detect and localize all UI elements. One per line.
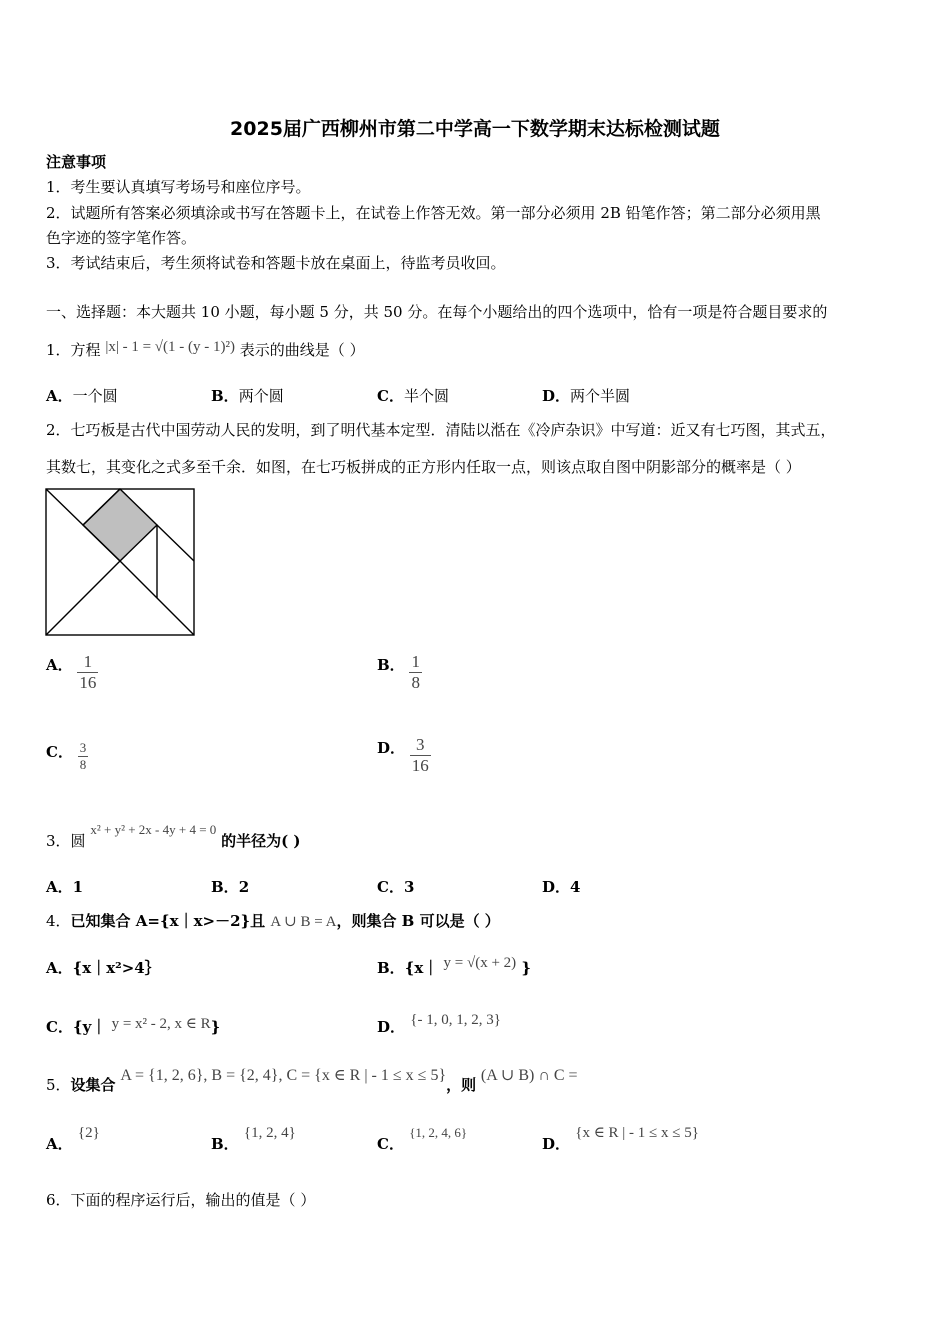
option-label: A．: [46, 656, 73, 674]
q3-post: 的半径为( ): [221, 832, 301, 850]
notice-heading: 注意事项: [46, 153, 107, 171]
option-math: y = x² - 2, x ∈ R: [111, 1016, 211, 1032]
notice-item-3: 3．考试结束后，考生须将试卷和答题卡放在桌面上，待监考员收回。: [46, 254, 506, 272]
option-label: C．: [46, 743, 73, 761]
option-math: y = √(x + 2): [443, 955, 517, 971]
option-math: {1, 2, 4, 6}: [409, 1125, 468, 1140]
q1-pre: 方程: [70, 341, 101, 359]
q1-option-c[interactable]: [377, 386, 449, 406]
notice-item-2: 2．试题所有答案必须填涂或书写在答题卡上，在试卷上作答无效。第一部分必须用 2B 铅笔作答；第二部分必须用黑: [46, 204, 821, 222]
option-label: C．: [377, 1135, 404, 1153]
notice-item-1: 1．考生要认真填写考场号和座位序号。: [46, 178, 311, 196]
q1-number: 1．: [46, 341, 71, 359]
option-post: }: [210, 1018, 221, 1036]
q3-option-c[interactable]: [377, 877, 414, 897]
denominator: 16: [79, 673, 97, 692]
page-title: 2025届广西柳州市第二中学高一下数学期末达标检测试题: [230, 118, 720, 140]
q4-condition: A ∪ B = A: [270, 914, 337, 930]
fraction: [409, 652, 422, 693]
q5-mid: ，则: [446, 1076, 477, 1094]
numerator: 3: [416, 735, 425, 754]
option-label: B．: [377, 656, 405, 674]
option-text: 3: [403, 878, 415, 896]
option-label: C．: [46, 1018, 73, 1036]
q4-post: ，则集合 B 可以是（ ）: [336, 912, 500, 930]
q5-sets: A = {1, 2, 6}, B = {2, 4}, C = {x ∈ R | - 1 ≤ x ≤ 5}: [120, 1067, 447, 1084]
option-pre: {x｜: [404, 959, 439, 977]
q3-number: 3．: [46, 832, 71, 850]
q1-option-a[interactable]: [46, 386, 118, 406]
q4-option-a[interactable]: [46, 958, 160, 978]
q5-option-a[interactable]: [46, 1125, 100, 1155]
denominator: 8: [411, 673, 420, 692]
option-label: B．: [211, 1135, 239, 1153]
option-label: D．: [377, 739, 406, 757]
tangram-figure: [44, 487, 196, 637]
q2-option-d[interactable]: [377, 735, 431, 776]
option-label: B．: [377, 959, 405, 977]
fraction: [410, 735, 431, 776]
q4-pre: 已知集合 A={x｜x>－2}且: [70, 912, 266, 930]
question-3: [46, 822, 301, 852]
q5-option-d[interactable]: [542, 1125, 699, 1155]
fraction: [77, 652, 98, 693]
q3-option-d[interactable]: [542, 877, 580, 897]
numerator: 3: [79, 740, 87, 755]
numerator: 1: [411, 652, 420, 671]
section-heading: 一、选择题：本大题共 10 小题，每小题 5 分，共 50 分。在每个小题给出的四个选项中，恰有一项是符合题目要求的: [46, 303, 828, 321]
option-label: B．: [211, 878, 239, 896]
numerator: 1: [83, 652, 93, 671]
notice-item-2-cont: 色字迹的签字笔作答。: [46, 229, 197, 247]
option-label: A．: [46, 387, 73, 405]
q1-option-b[interactable]: [211, 386, 284, 406]
q5-option-c[interactable]: [377, 1125, 468, 1155]
q3-pre: 圆: [70, 832, 86, 850]
option-math: {2}: [77, 1125, 100, 1141]
option-text: 一个圆: [72, 387, 118, 405]
option-text: 2: [238, 878, 250, 896]
question-1: [46, 340, 365, 361]
q5-pre: 设集合: [70, 1076, 116, 1094]
q2-option-b[interactable]: [377, 652, 422, 693]
option-text: 4: [570, 878, 581, 896]
option-pre: {y｜: [72, 1018, 107, 1036]
q1-post: 表示的曲线是（ ）: [239, 341, 365, 359]
option-label: A．: [46, 959, 73, 977]
q3-option-b[interactable]: [211, 877, 249, 897]
q2-stem-line-1: 2．七巧板是古代中国劳动人民的发明，到了明代基本定型．清陆以湉在《冷庐杂识》中写道：近又有七巧图，其式五，: [46, 421, 836, 439]
denominator: 8: [79, 757, 87, 772]
q5-expression: (A ∪ B) ∩ C =: [480, 1067, 578, 1084]
q2-stem-line-2: 其数七，其变化之式多至千余．如图，在七巧板拼成的正方形内任取一点，则该点取自图中阴影部分的概率是（ ）: [46, 458, 801, 476]
q4-number: 4．: [46, 912, 71, 930]
question-4: [46, 911, 500, 932]
q3-option-a[interactable]: [46, 877, 83, 897]
option-label: A．: [46, 878, 73, 896]
q4-option-d[interactable]: [377, 1012, 501, 1038]
option-math: {x ∈ R | - 1 ≤ x ≤ 5}: [575, 1125, 699, 1141]
option-text: 两个圆: [238, 387, 284, 405]
option-label: A．: [46, 1135, 73, 1153]
option-text: 1: [72, 878, 84, 896]
q4-option-c[interactable]: [46, 1017, 220, 1038]
denominator: 16: [411, 756, 429, 775]
q4-option-b[interactable]: [377, 955, 532, 979]
option-label: D．: [377, 1018, 406, 1036]
option-label: D．: [542, 1135, 571, 1153]
question-5: [46, 1067, 578, 1096]
option-label: B．: [211, 387, 239, 405]
q2-option-c[interactable]: [46, 740, 88, 774]
q1-equation: |x| - 1 = √(1 - (y - 1)²): [105, 339, 236, 355]
option-text: {x｜x²>4｝: [72, 959, 160, 977]
option-label: D．: [542, 387, 571, 405]
option-label: C．: [377, 878, 404, 896]
option-label: C．: [377, 387, 404, 405]
option-math: {1, 2, 4}: [243, 1125, 296, 1141]
q3-equation: x² + y² + 2x - 4y + 4 = 0: [90, 822, 217, 837]
option-text: 两个半圆: [570, 387, 631, 405]
q1-option-d[interactable]: [542, 386, 630, 406]
option-math: {- 1, 0, 1, 2, 3}: [410, 1012, 501, 1028]
question-6: 6．下面的程序运行后，输出的值是（ ）: [46, 1191, 316, 1209]
fraction: [78, 740, 89, 773]
option-post: }: [521, 959, 532, 977]
option-text: 半个圆: [403, 387, 449, 405]
q5-number: 5．: [46, 1076, 71, 1094]
option-label: D．: [542, 878, 571, 896]
q2-option-a[interactable]: [46, 652, 98, 693]
tangram-shaded-square: [83, 489, 157, 561]
q5-option-b[interactable]: [211, 1125, 296, 1155]
